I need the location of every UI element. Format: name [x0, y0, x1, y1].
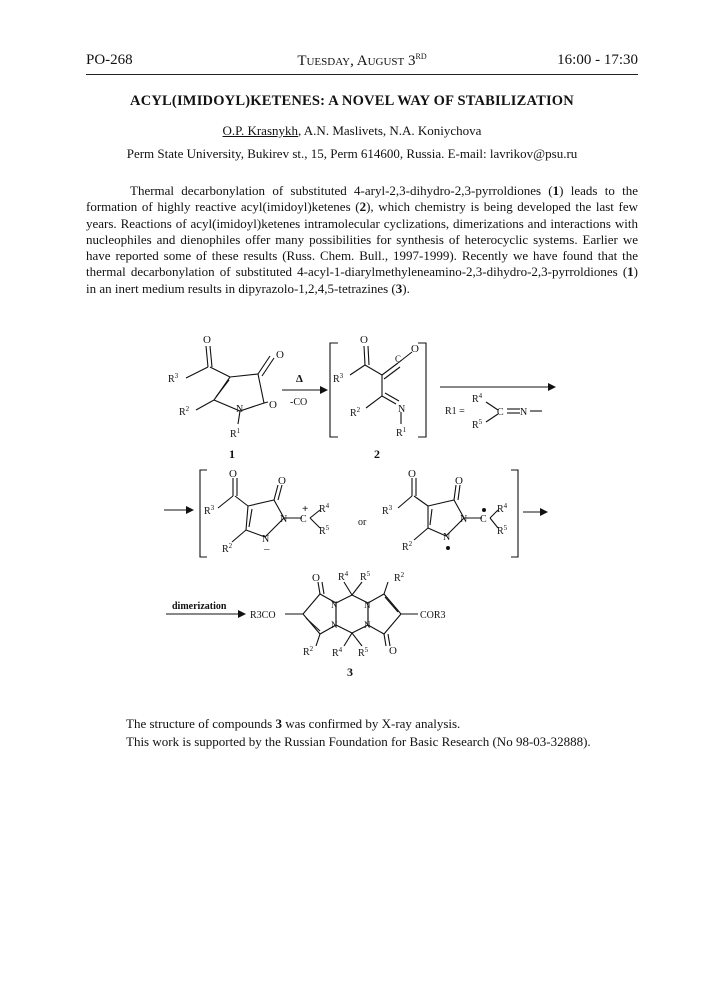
- intermediates-row: [164, 468, 548, 557]
- svg-text:R3: $R^3$: [333, 372, 344, 385]
- svg-text:dimerization: dimerization: [172, 601, 227, 612]
- svg-text:R5: $R^5$: [358, 646, 369, 659]
- svg-text:R2: $R^2$: [222, 542, 233, 555]
- svg-text:N: N: [520, 407, 528, 418]
- svg-text:or: or: [358, 517, 367, 528]
- svg-text:R2: $R^2$: [350, 406, 361, 419]
- svg-text:R4: $R^4$: [332, 646, 343, 659]
- svg-text:N: N: [331, 600, 338, 610]
- affiliation: Perm State University, Bukirev st., 15, Perm 614600, Russia. E-mail: lavrikov@psu.ru: [126, 146, 578, 161]
- svg-text:N: N: [262, 534, 270, 545]
- svg-text:R2: $R^2$: [402, 540, 413, 553]
- svg-text:N: N: [443, 532, 451, 543]
- svg-text:R3: $R^3$: [382, 504, 393, 517]
- svg-text:O: O: [276, 349, 284, 361]
- svg-text:3: 3: [347, 665, 353, 679]
- svg-text:R2: $R^2$: [179, 405, 190, 418]
- compound-3-structure: [166, 570, 446, 679]
- svg-text:N: N: [460, 514, 468, 525]
- svg-text:R4: $R^4$: [338, 570, 349, 583]
- svg-text:C: C: [480, 514, 487, 525]
- svg-text:Δ: Δ: [296, 373, 303, 385]
- svg-text:R2: $R^2$: [303, 645, 314, 658]
- svg-text:O: O: [278, 475, 286, 487]
- svg-text:N: N: [398, 404, 406, 415]
- svg-text:1: 1: [229, 447, 235, 461]
- svg-text:C: C: [497, 407, 504, 418]
- svg-text:O: O: [360, 334, 368, 346]
- svg-text:N: N: [364, 600, 371, 610]
- funding-note: This work is supported by the Russian Foundation for Basic Research (No 98-03-32888).: [126, 734, 591, 749]
- svg-text:R4: $R^4$: [497, 502, 508, 515]
- compound-2-structure: [330, 334, 426, 461]
- svg-text:R1: $R^1$: [396, 426, 407, 439]
- svg-text:+: +: [302, 503, 309, 515]
- svg-text:N: N: [364, 620, 371, 630]
- svg-text:O: O: [229, 468, 237, 480]
- svg-text:O: O: [269, 399, 277, 411]
- presenting-author: O.P. Krasnykh: [222, 123, 299, 138]
- paper-title: ACYL(IMIDOYL)KETENES: A NOVEL WAY OF STABILIZATION: [130, 93, 574, 109]
- svg-text:C: C: [395, 354, 402, 364]
- session-time: 16:00 - 17:30: [557, 52, 638, 68]
- svg-text:N: N: [331, 620, 338, 630]
- svg-text:R1: $R^1$: [230, 427, 241, 440]
- svg-text:O: O: [408, 468, 416, 480]
- svg-text:O: O: [203, 334, 211, 346]
- svg-text:R5: $R^5$: [497, 524, 508, 537]
- svg-text:R1 =: R1 =: [445, 406, 465, 417]
- xray-note: The structure of compounds 3 was confirmed by X-ray analysis.: [126, 716, 461, 731]
- svg-text:R4: $R^4$: [319, 502, 330, 515]
- svg-text:N: N: [280, 514, 288, 525]
- svg-text:R2: $R^2$: [394, 571, 405, 584]
- authors: O.P. Krasnykh, A.N. Maslivets, N.A. Koniychova: [222, 123, 482, 138]
- abstract: Thermal decarbonylation of substituted 4-aryl-2,3-dihydro-2,3-pyrroldiones (1) leads to the formation of highly reactive acyl(imidoyl)ketenes (2), which chemistry is being developed the last few years. Reactions of acyl(imidoyl)ketenes intramolecular cyclizations, dimerizations and interactions with nucleophiles and dienophiles offer many possibilities for synthesis of heterocyclic systems. Earlier we have reported some of these results (Russ. Chem. Bull., 1997-1999). Recently we have found that the thermal decarbonylation of substituted 4-acyl-1-diarylmethyleneamino-2,3-dihydro-2,3-pyrroldiones (1) in an inert medium results in dipyrazolo-1,2,4,5-tetrazines (3).: [86, 183, 638, 296]
- svg-text:R5: $R^5$: [472, 418, 483, 431]
- svg-text:R4: $R^4$: [472, 392, 483, 405]
- svg-text:O: O: [312, 572, 320, 584]
- svg-text:R5: $R^5$: [360, 570, 371, 583]
- svg-text:COR3: COR3: [420, 610, 446, 621]
- r1-definition: [440, 383, 556, 431]
- svg-text:O: O: [455, 475, 463, 487]
- poster-code: PO-268: [86, 52, 133, 68]
- svg-text:R5: $R^5$: [319, 524, 330, 537]
- svg-text:C: C: [300, 514, 307, 525]
- svg-text:R3CO: R3CO: [250, 610, 276, 621]
- svg-text:R3: $R^3$: [168, 372, 179, 385]
- svg-text:O: O: [411, 343, 419, 355]
- svg-text:O: O: [389, 645, 397, 657]
- svg-text:N: N: [236, 404, 244, 415]
- decarbonylation-arrow: [282, 373, 328, 408]
- session-day: Tuesday, August 3RD: [297, 52, 427, 69]
- svg-text:–: –: [264, 543, 270, 555]
- svg-text:-CO: -CO: [290, 397, 308, 408]
- svg-text:2: 2: [374, 447, 380, 461]
- svg-text:R3: $R^3$: [204, 504, 215, 517]
- compound-1-structure: [168, 334, 284, 461]
